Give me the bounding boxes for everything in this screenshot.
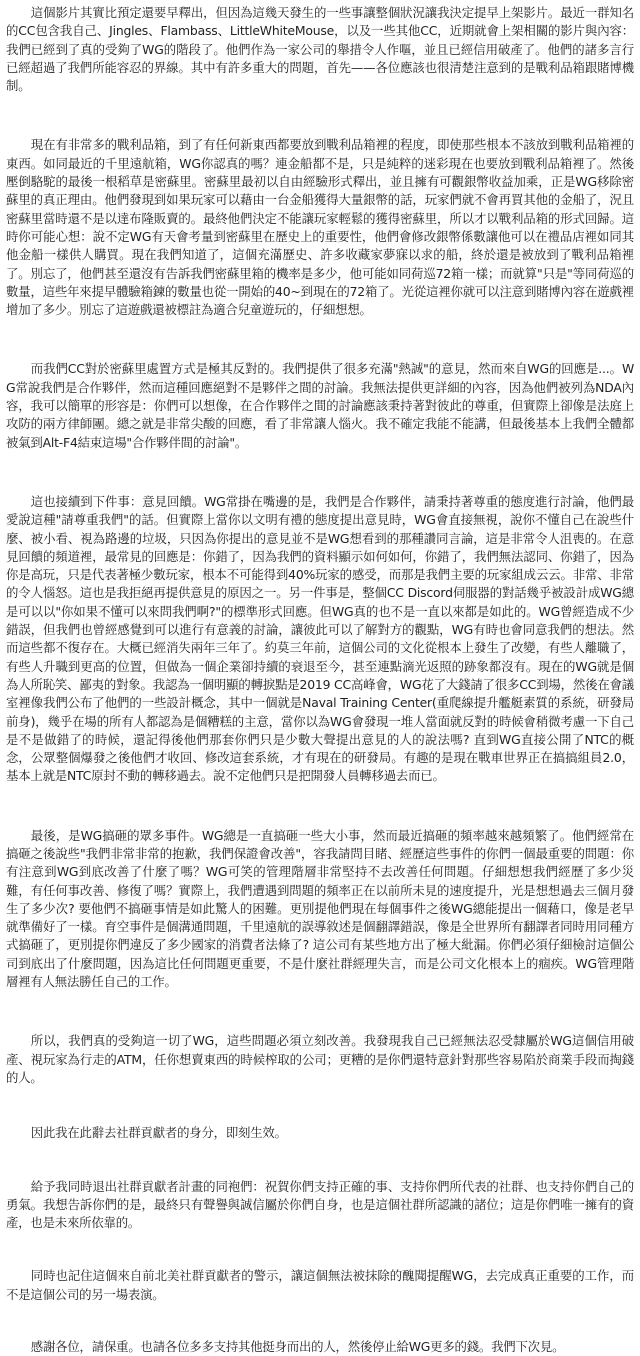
- paragraph-incidents: 最後，是WG搞砸的眾多事件。WG總是一直搞砸一些大小事，然而最近搞砸的頻率越來越頻繁了。他們經常在搞砸之後說些"我們非常非常的抱歉，我們保證會改善"，容我請問目睹、經歷這些事件的你們一個最重要的問題：你有注意到WG到底改善了什麼了嗎？WG可笑的管理階層非常堅持不去改善任何問題。仔細想想我們經歷了多少災難，有任何事改善、修復了嗎？實際上，我們遭遇到問題的頻率正在以前所未見的速度提升，光是想想過去三個月發生了多少次? 要他們不搞砸事情是如此驚人的困難。更別提他們現在每個事件之後WG總能提出一個藉口，像是老早就準備好了一樣。育空事件是個溝通問題，千里遠航的誤導敘述是個翻譯錯誤，像是全世界所有翻譯者同時用同種方式搞砸了，更別提你們違反了多少國家的消費者法條了? 這公司有某些地方出了極大紕漏。你們必須仔細檢討這個公司到底出了什麼問題，因為這比任何問題更重要，不是什麼社群經理失言，而是公司文化根本上的痼疾。WG管理階層裡有人無法勝任自己的工作。: [6, 827, 634, 990]
- paragraph-spacer: [6, 991, 634, 1032]
- paragraph-feedback: 這也接續到下件事：意見回饋。WG常掛在嘴邊的是，我們是合作夥伴，請秉持著尊重的態度進行討論，他們最愛說這種"請尊重我們"的話。但實際上當你以文明有禮的態度提出意見時，WG會直接無視，說你不懂自己在說些什麼、被小看、視為路邊的垃圾，只因為你提出的意見並不是WG想看到的那種讚同言論，這是非常令人沮喪的。在意見回饋的頻道裡，最常見的回應是：你錯了，因為我們的資料顯示如何如何，你錯了，我們無法認同、你錯了，因為你是高玩，只是代表著極少數玩家，根本不可能得到40%玩家的感受，而那是我們主要的玩家組成云云。非常、非常的令人惱怒。這也是我拒絕再提供意見的原因之一。另一件事是，整個CC Discord伺服器的對話幾乎被設計成WG總是可以以"你如果不懂可以來問我們啊?"的標準形式回應。但WG真的也不是一直以來都是如此的。WG曾經造成不少錯誤，但我們也曾經感覺到可以進行有意義的討論，讓彼此可以了解對方的觀點，WG有時也會同意我們的想法。然而這些都不復存在。大概已經消失兩年三年了。約莫三年前，這個公司的文化從根本上發生了改變，有些人離職了，有些人升職到更高的位置，但做為一個企業卻持續的衰退至今，甚至連點滴光返照的跡象都沒有。現在的WG就是個為人所恥笑、鄙夷的對象。我認為一個明顯的轉捩點是2019 CC高峰會，WG花了大錢請了很多CC到場，然後在會議室裡像我們公布了他們的一些設計概念，其中一個就是Naval Training Center(重爬線提升艦艇素質的系統，研發局前身)，幾乎在場的所有人都認為是個糟糕的主意，當你以為WG會發現一堆人當面就反對的時候會稍微考慮一下自己是不是做錯了的時候，還記得後他們那套你們只是少數大聲提出意見的人的說法嗎? 直到WG直接公開了NTC的概念，公眾整個爆發之後他們才收回、修改這套系統，才有現在的研發局。有趣的是現在戰車世界正在搞搞組員2.0，基本上就是NTC原封不動的轉移過去。說不定他們只是把開發人員轉移過去而已。: [6, 493, 634, 784]
- paragraph-resignation: 因此我在此辭去社群貢獻者的身分，即刻生效。: [30, 1125, 287, 1141]
- paragraph-spacer: [6, 1143, 634, 1178]
- paragraph-intro: 這個影片其實比預定還要早釋出，但因為這幾天發生的一些事讓整個狀況讓我決定提早上架影片。最近一群知名的CC包含我自己、Jingles、Flambass、LittleWhiteMouse，以及一些其他CC，近期就會上架相關的影片與內容：我們已經到了真的受夠了WG的階段了。他們作為一家公司的舉措令人作嘔，並且已經信用破產了。他們的諸多言行已經超過了我們所能容忍的界線。其中有許多重大的問題，首先——各位應該也很清楚注意到的是戰利品箱跟賭博機制。: [6, 5, 634, 94]
- paragraph-spacer: [6, 1232, 634, 1267]
- paragraph-spacer: [6, 1304, 634, 1338]
- paragraph-spacer: [6, 1087, 634, 1124]
- paragraph-lootboxes: 現在有非常多的戰利品箱，到了有任何新東西都要放到戰利品箱裡的程度，即使那些根本不該放到戰利品箱裡的東西。如同最近的千里遠航箱，WG你認真的嗎？連金船都不是，只是純粹的迷彩現在也要放到戰利品箱裡了。然後壓倒駱駝的最後一根稻草是密蘇里。密蘇里最初以自由經驗形式釋出，並且擁有可觀銀幣收益加乘，正是WG移除密蘇里的真正理由。他們發現到如果玩家可以藉由一台金船獲得大量銀幣的話，玩家們就不會再買其他的金船了，況且密蘇里當時還不是以達布隆販賣的。最終他們決定不能讓玩家輕鬆的獲得密蘇里，所以才以戰利品箱的形式回歸。這時你可能心想：說不定WG有天會考量到密蘇里在歷史上的重要性，他們會修改銀幣係數讓他可以在禮品店裡如同其他金船一樣供人購買。現在我們知道了，這個充滿歷史、許多收藏家夢寐以求的船，終於還是被放到了戰利品箱裡了。別忘了，他們甚至還沒有告訴我們密蘇里箱的機率是多少，他可能如同荷巡72箱一樣；而就算"只是"等同荷巡的數量，這些年來提早體驗箱鍊的數量也從一開始的40~到現在的72箱了。光從這裡你就可以注意到賭博內容在遊戲裡增加了多少。別忘了這遊戲還被標註為適合兒童遊玩的，仔細想想。: [6, 137, 634, 318]
- paragraph-to-colleagues: 給予我同時退出社群貢獻者計畫的同袍們：祝賀你們支持正確的事、支持你們所代表的社群、也支持你們自己的勇氣。我想告訴你們的是，最終只有聲譽與誠信屬於你們自身，也是這個社群所認識的諸位；這是你們唯一擁有的資產，也是未來所依靠的。: [6, 1178, 634, 1231]
- paragraph-closing: 感謝各位，請保重。也請各位多多支持其他挺身而出的人，然後停止給WG更多的錢。我們下次見。: [30, 1339, 565, 1355]
- paragraph-spacer: [6, 452, 634, 493]
- paragraph-spacer: [6, 319, 634, 360]
- paragraph-fed-up: 所以，我們真的受夠這一切了WG，這些問題必須立刻改善。我發現我自己已經無法忍受隸屬於WG這個信用破產、視玩家為行走的ATM，任你想賣東西的時候榨取的公司；更糟的是你們還特意針對那些容易陷於商業手段而掏錢的人。: [6, 1033, 634, 1085]
- paragraph-warning: 同時也記住這個來自前北美社群貢獻者的警示，讓這個無法被抹除的醜聞提醒WG，去完成真正重要的工作，而不是這個公司的另一場表演。: [6, 1268, 634, 1302]
- paragraph-spacer: [6, 95, 634, 136]
- paragraph-spacer: [6, 786, 634, 827]
- paragraph-cc-response: 而我們CC對於密蘇里處置方式是極其反對的。我們提供了很多充滿"熱誠"的意見，然而來自WG的回應是...。WG常說我們是合作夥伴，然而這種回應絕對不是夥伴之間的討論。我無法提供更詳細的內容，因為他們被列為NDA內容，我可以簡單的形容是：你們可以想像，在合作夥伴之間的討論應該秉持著對彼此的尊重，但實際上卻像是法庭上攻防的兩方律師團。總之就是非常尖酸的回應，看了非常讓人惱火。我不確定我能不能講，但最後基本上我們全體都被氣到Alt-F4結束這場"合作夥伴間的討論"。: [6, 361, 634, 450]
